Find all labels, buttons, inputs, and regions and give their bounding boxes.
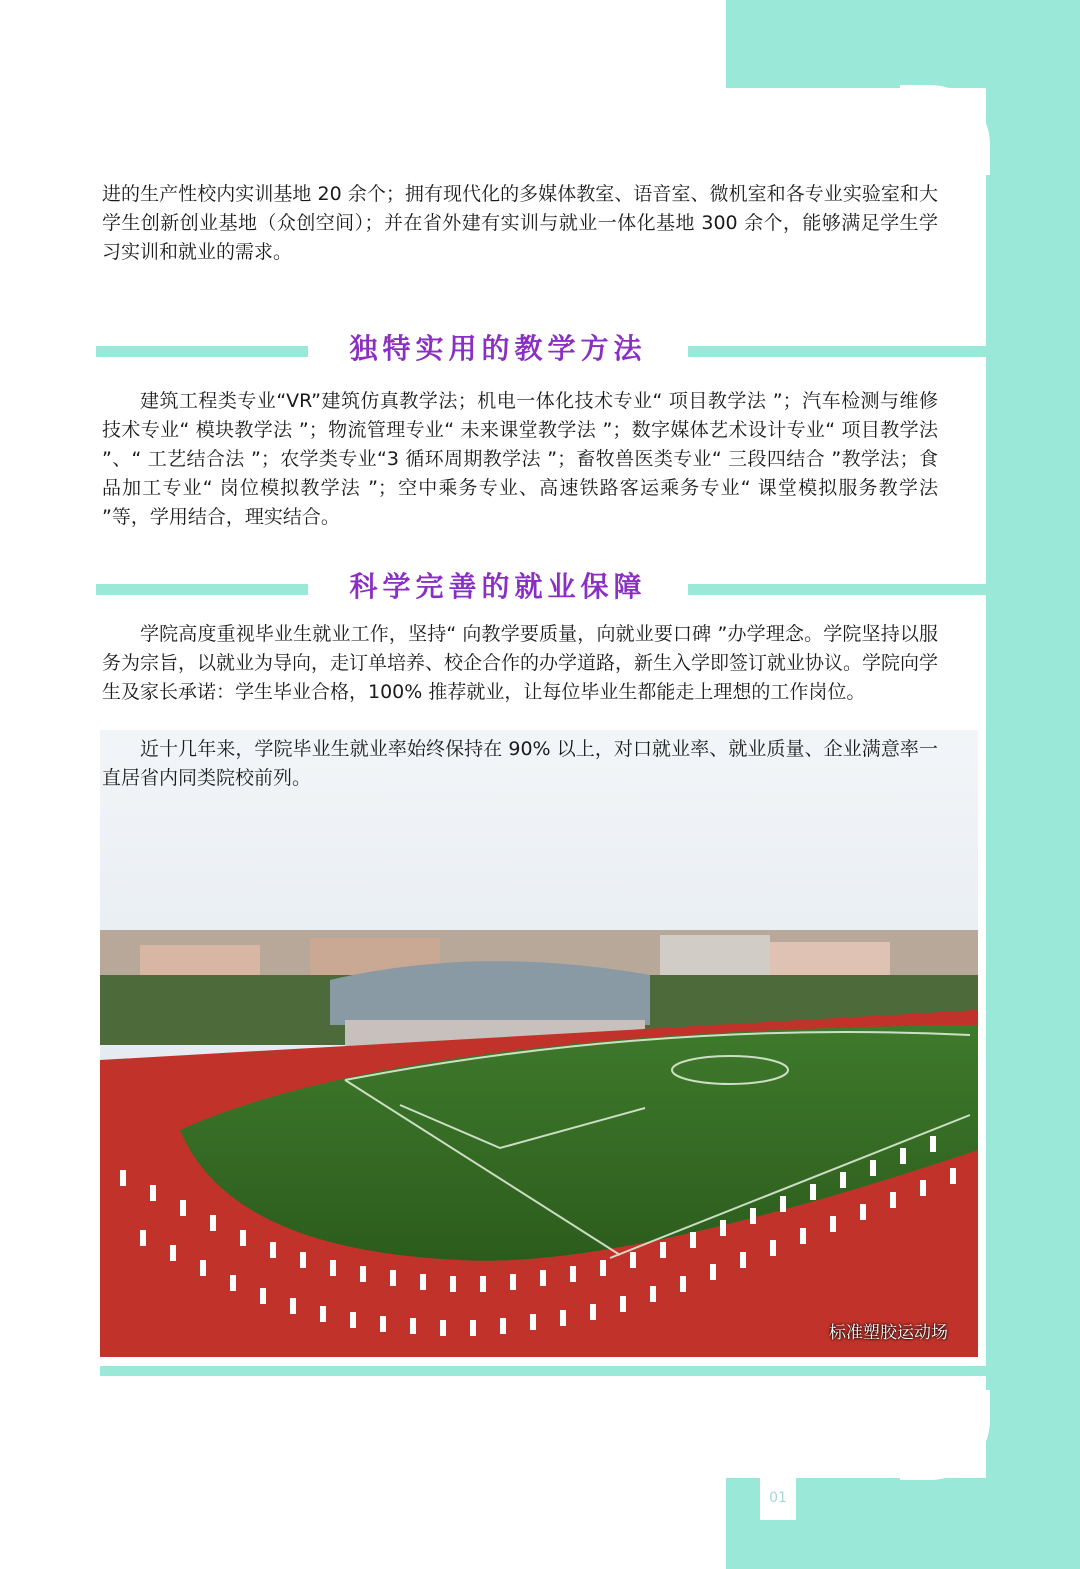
employment-heading	[96, 567, 990, 607]
teaching-heading-title: 独特实用的教学方法	[349, 332, 647, 365]
decor-right-band	[986, 0, 1080, 1569]
page-number: 01	[760, 1476, 796, 1520]
stadium-photo	[100, 730, 978, 1357]
heading-bar-right	[688, 584, 990, 595]
employment-paragraph-1: 学院高度重视毕业生就业工作，坚持“ 向教学要质量，向就业要口碑 ”办学理念。学院坚持以服务为宗旨，以就业为导向，走订单培养、校企合作的办学道路，新生入学即签订就业协议。学院向学生及家长承诺：学生毕业合格，100% 推荐就业，让每位毕业生都能走上理想的工作岗位。	[102, 623, 939, 703]
teaching-heading	[96, 329, 990, 369]
photo-caption: 标准塑胶运动场	[829, 1323, 948, 1343]
decor-bottom-corner	[900, 1390, 990, 1480]
heading-bar-left	[96, 346, 308, 357]
teaching-paragraph: 建筑工程类专业“VR”建筑仿真教学法；机电一体化技术专业“ 项目教学法 ”；汽车检测与维修技术专业“ 模块教学法 ”；物流管理专业“ 未来课堂教学法 ”；数字媒体艺术设计专业“ 项目教学法 ”、“ 工艺结合法 ”；农学类专业“3 循环周期教学法 ”；畜牧兽医类专业“ 三段四结合 ”教学法；食品加工专业“ 岗位模拟教学法 ”；空中乘务专业、高速铁路客运乘务专业“ 课堂模拟服务教学法 ”等，学用结合，理实结合。	[102, 390, 938, 528]
stadium-illustration	[100, 730, 978, 1357]
heading-bar-left	[96, 584, 308, 595]
employment-heading-title: 科学完善的就业保障	[349, 570, 647, 603]
decor-top-corner	[900, 85, 990, 175]
heading-bar-right	[688, 346, 990, 357]
bottom-rule	[100, 1366, 990, 1376]
intro-paragraph: 进的生产性校内实训基地 20 余个；拥有现代化的多媒体教室、语音室、微机室和各专业实验室和大学生创新创业基地（众创空间）；并在省外建有实训与就业一体化基地 300 余个，能够满足学生学习实训和就业的需求。	[102, 183, 938, 263]
employment-paragraph-2: 近十几年来，学院毕业生就业率始终保持在 90% 以上，对口就业率、就业质量、企业满意率一直居省内同类院校前列。	[102, 738, 938, 789]
